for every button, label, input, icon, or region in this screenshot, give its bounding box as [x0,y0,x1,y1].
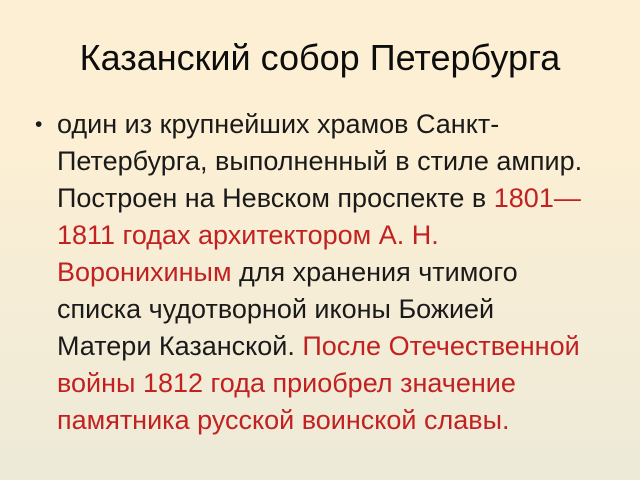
text-line [57,402,624,439]
text-run: Воронихиным [57,257,232,288]
text-run: Петербурга, выполненный в стиле ампир. [57,146,583,177]
text-line [57,254,624,291]
text-run: 1811 годах архитектором А. Н. [57,220,439,251]
text-run: памятника русской воинской славы. [57,405,510,436]
text-run: 1801— [493,183,581,214]
text-line [57,180,624,217]
text-run: для хранения чтимого [231,257,518,288]
text-line [57,291,624,328]
text-run: Матери Казанской. [57,331,303,362]
bullet-item [0,106,640,439]
text-line [57,143,624,180]
text-line [57,106,624,143]
text-run: один из крупнейших храмов Санкт- [57,109,500,140]
text-run: списка чудотворной иконы Божией [57,294,495,325]
text-run: войны 1812 года приобрел значение [57,368,516,399]
text-run: После Отечественной [302,331,580,362]
text-line [57,328,624,365]
slide-title: Казанский собор Петербурга [79,37,561,78]
text-line [57,365,624,402]
bullet-text [57,106,624,439]
text-line [57,217,624,254]
bullet-marker: • [35,113,43,137]
text-run: Построен на Невском проспекте в [57,183,494,214]
